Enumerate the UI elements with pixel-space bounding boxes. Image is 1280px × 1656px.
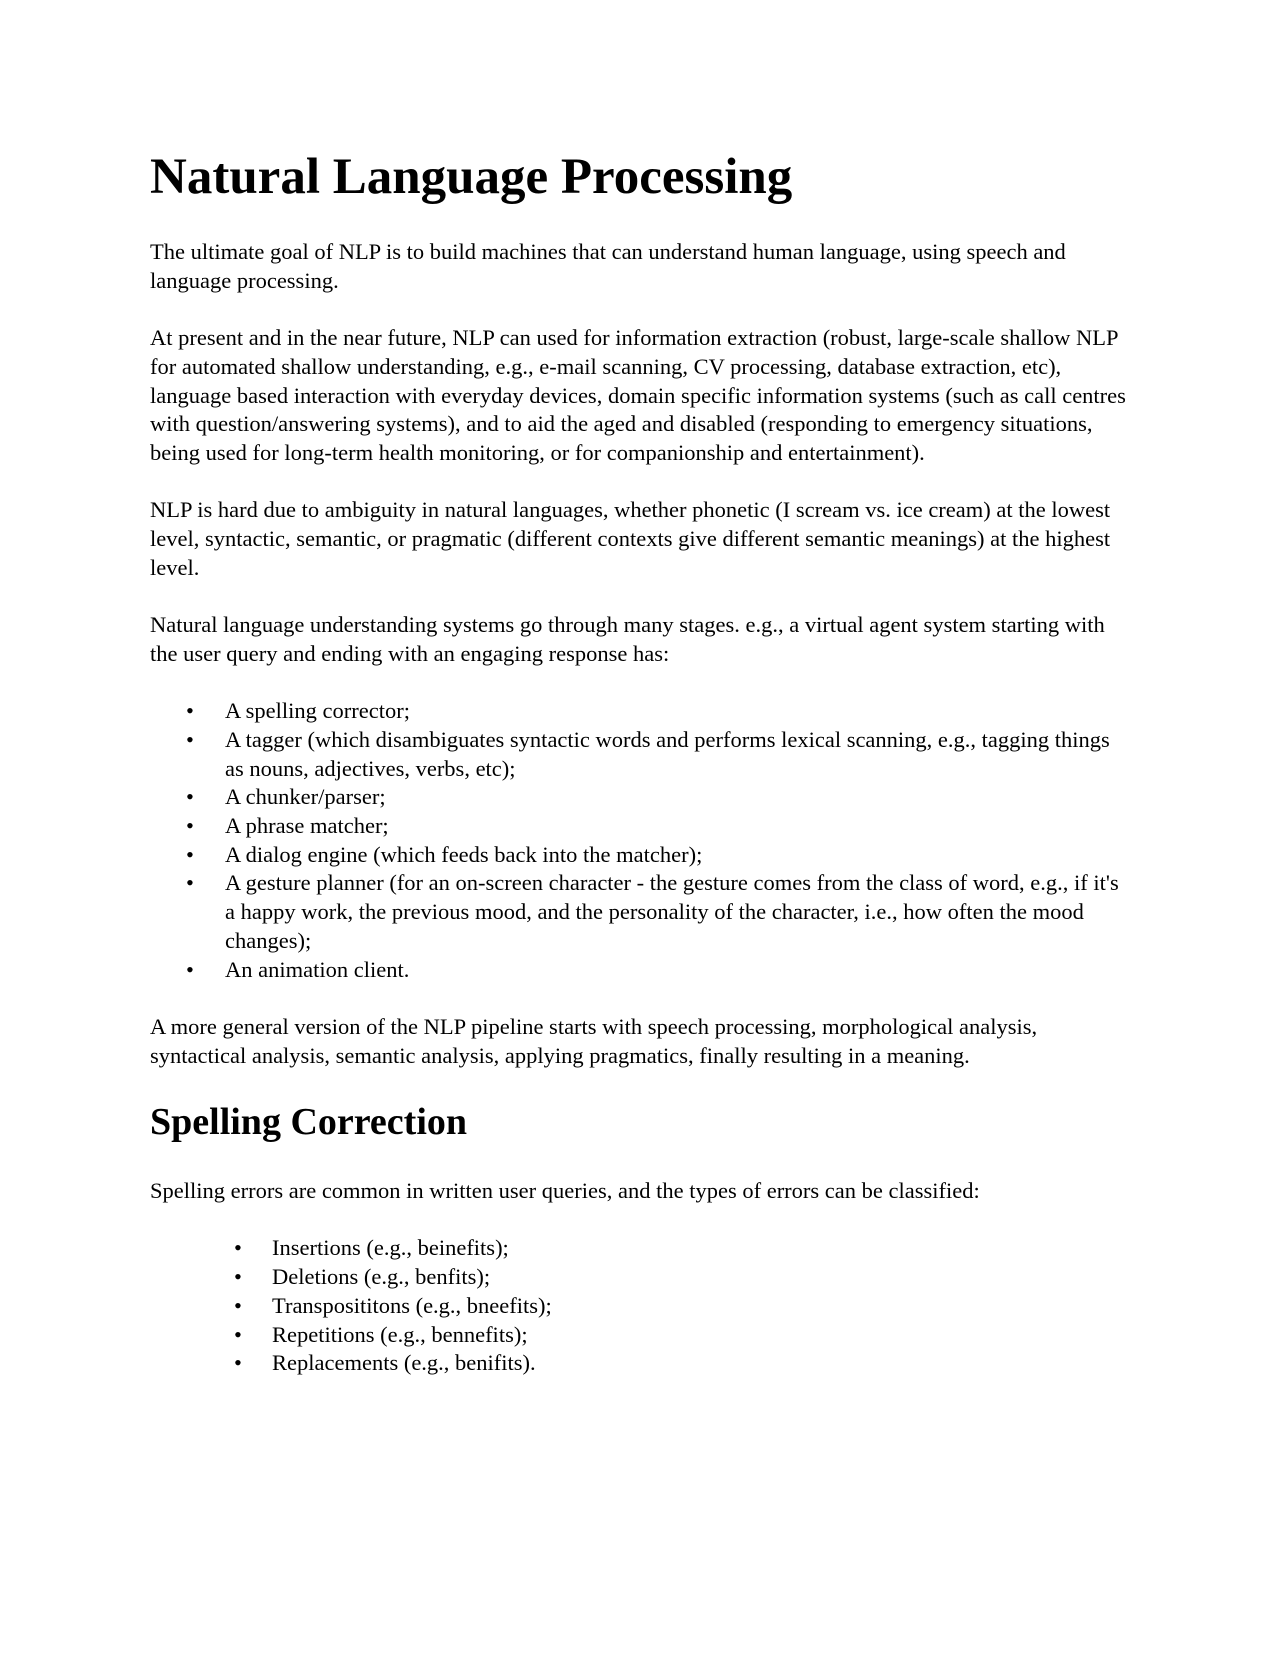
spelling-correction-heading: Spelling Correction xyxy=(150,1101,468,1143)
list-item xyxy=(150,812,1130,841)
spelling-errors-list xyxy=(150,1234,1130,1378)
list-item xyxy=(150,1263,1130,1292)
bullet-icon: • xyxy=(186,956,194,982)
bullet-icon: • xyxy=(186,841,194,867)
list-item-text: Transposititons (e.g., bneefits); xyxy=(272,1292,552,1318)
list-item-text: A spelling corrector; xyxy=(225,698,410,724)
ambiguity-paragraph: NLP is hard due to ambiguity in natural languages, whether phonetic (I scream vs. ice cream) at the lowest level, syntactic, semantic, or pragmatic (different contexts give different semantic meanings) at the highest level. xyxy=(150,497,1111,580)
bullet-icon: • xyxy=(234,1235,242,1261)
list-item-text: A dialog engine (which feeds back into the matcher); xyxy=(225,841,703,867)
bullet-icon: • xyxy=(186,698,194,724)
list-item xyxy=(150,1234,1130,1263)
bullet-icon: • xyxy=(234,1350,242,1376)
list-item xyxy=(150,841,1130,870)
list-item xyxy=(150,726,1130,783)
bullet-icon: • xyxy=(186,726,194,752)
list-item-text: A tagger (which disambiguates syntactic words and performs lexical scanning, e.g., tagging things as nouns, adjectives, verbs, etc); xyxy=(225,726,1110,781)
document-title: Natural Language Processing xyxy=(150,149,793,205)
document-page xyxy=(150,148,1130,1407)
list-item-text: An animation client. xyxy=(225,956,410,982)
bullet-icon: • xyxy=(186,784,194,810)
list-item-text: Repetitions (e.g., bennefits); xyxy=(272,1321,528,1347)
list-item-text: A gesture planner (for an on-screen character - the gesture comes from the class of word, e.g., if it's a happy work, the previous mood, and the personality of the character, i.e., how often the mood changes); xyxy=(225,870,1119,953)
spelling-intro-paragraph: Spelling errors are common in written user queries, and the types of errors can be classified: xyxy=(150,1178,980,1203)
list-item-text: A phrase matcher; xyxy=(225,813,389,838)
bullet-icon: • xyxy=(234,1321,242,1347)
intro-paragraph: The ultimate goal of NLP is to build machines that can understand human language, using speech and language processing. xyxy=(150,239,1066,293)
list-item xyxy=(150,1292,1130,1321)
list-item-text: Replacements (e.g., benifits). xyxy=(272,1350,536,1376)
bullet-icon: • xyxy=(234,1292,242,1318)
bullet-icon: • xyxy=(186,870,194,896)
pipeline-paragraph: A more general version of the NLP pipeline starts with speech processing, morphological analysis, syntactical analysis, semantic analysis, applying pragmatics, finally resulting in a meaning. xyxy=(150,1013,1038,1068)
list-item xyxy=(150,697,1130,726)
list-item-text: Deletions (e.g., benfits); xyxy=(272,1264,491,1290)
applications-paragraph: At present and in the near future, NLP can used for information extraction (robust, large-scale shallow NLP for automated shallow understanding, e.g., e-mail scanning, CV processing, database extraction, etc), language based interaction with everyday devices, domain specific information systems (such as call centres with question/answering systems), and to aid the aged and disabled (responding to emergency situations, being used for long-term health monitoring, or for companionship and entertainment). xyxy=(150,325,1126,465)
list-item xyxy=(150,869,1130,955)
stages-intro-paragraph: Natural language understanding systems go through many stages. e.g., a virtual agent system starting with the user query and ending with an engaging response has: xyxy=(150,612,1105,666)
stages-list xyxy=(150,697,1130,984)
list-item xyxy=(150,783,1130,812)
bullet-icon: • xyxy=(234,1264,242,1290)
bullet-icon: • xyxy=(186,813,194,838)
list-item xyxy=(150,1321,1130,1350)
list-item-text: A chunker/parser; xyxy=(225,784,386,810)
list-item xyxy=(150,1349,1130,1378)
list-item xyxy=(150,956,1130,985)
list-item-text: Insertions (e.g., beinefits); xyxy=(272,1235,509,1261)
